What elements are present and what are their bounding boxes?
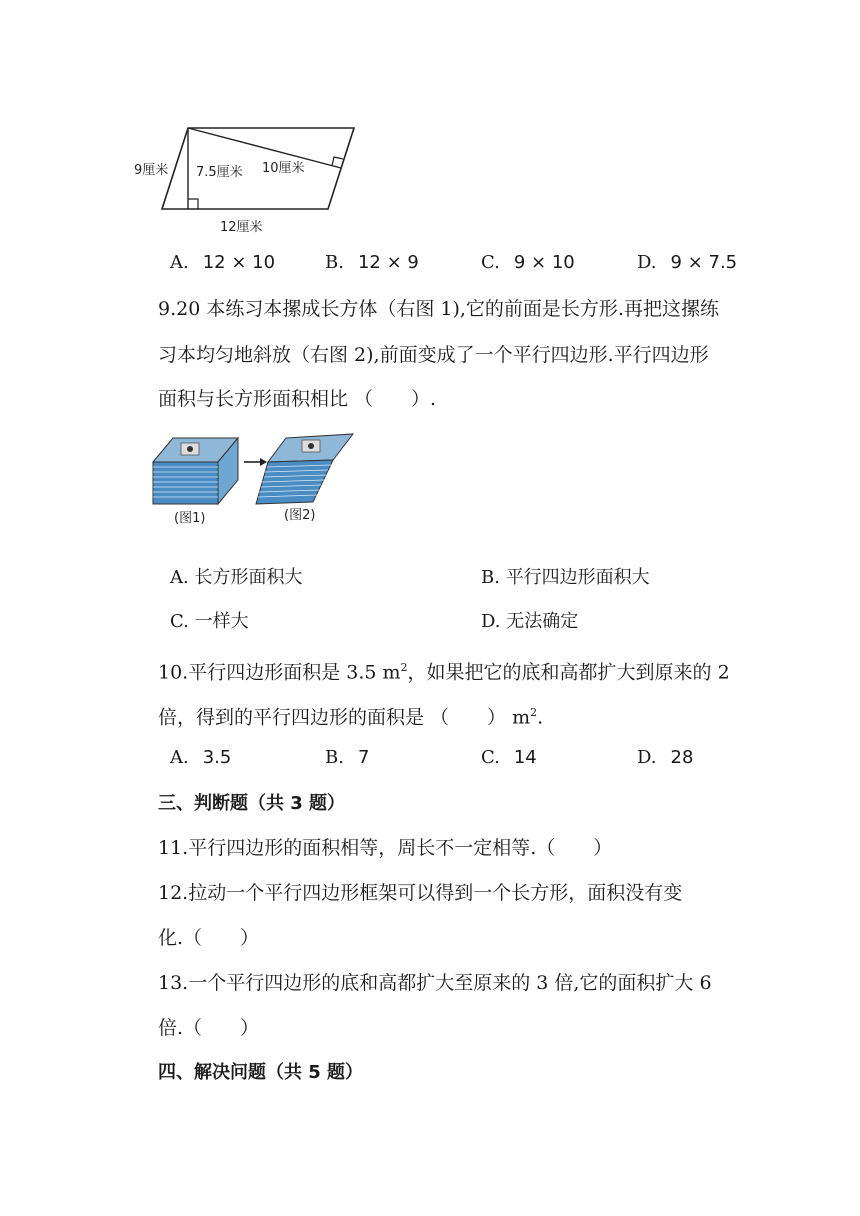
q10-text-c: 倍，得到的平行四边形的面积是 （ ） m [158, 706, 531, 729]
option-value: 12 × 9 [357, 252, 419, 273]
q10-superscript: 2 [400, 661, 408, 674]
q10-option-a[interactable] [170, 744, 231, 772]
height-label: 7.5厘米 [196, 165, 243, 180]
q10-line-2 [158, 699, 543, 731]
option-value: 28 [670, 747, 694, 768]
option-letter: D. [481, 611, 501, 632]
diag-height-label: 10厘米 [262, 161, 305, 176]
option-letter: D. [637, 252, 657, 273]
option-letter: C. [481, 747, 500, 768]
option-letter: A. [170, 252, 189, 273]
q9-option-a[interactable] [170, 564, 302, 592]
side-label: 9厘米 [134, 163, 169, 178]
q10-superscript-2: 2 [530, 706, 538, 719]
option-text: 长方形面积大 [194, 567, 303, 588]
q10-text-d: . [537, 706, 544, 729]
section-4-heading: 四、解决问题（共 5 题） [158, 1062, 364, 1083]
q8-option-b[interactable] [325, 249, 419, 277]
q12-line-2: 化.（ ） [158, 927, 260, 949]
option-value: 9 × 7.5 [670, 252, 738, 273]
section-3-heading: 三、判断题（共 3 题） [158, 793, 346, 814]
q11-line: 11.平行四边形的面积相等，周长不一定相等.（ ） [158, 837, 613, 859]
q8-option-c[interactable] [481, 249, 575, 277]
q9-option-b[interactable] [481, 564, 650, 592]
q10-text-b: ，如果把它的底和高都扩大到原来的 2 [407, 661, 730, 684]
option-letter: A. [170, 747, 189, 768]
option-value: 7 [357, 747, 370, 768]
fig1-label: (图1) [174, 511, 206, 526]
q10-text-a: 10.平行四边形面积是 3.5 m [158, 661, 401, 684]
q9-line-2: 习本均匀地斜放（右图 2),前面变成了一个平行四边形.平行四边形 [158, 344, 709, 366]
base-label: 12厘米 [220, 220, 263, 235]
q10-option-b[interactable] [325, 744, 369, 772]
q9-option-d[interactable] [481, 608, 578, 636]
option-letter: D. [637, 747, 657, 768]
option-value: 9 × 10 [513, 252, 575, 273]
q13-line-1: 13.一个平行四边形的底和高都扩大至原来的 3 倍,它的面积扩大 6 [158, 972, 712, 994]
q10-line-1 [158, 654, 730, 686]
q9-notebook-figure [148, 430, 363, 530]
option-value: 3.5 [202, 747, 232, 768]
q12-line-1: 12.拉动一个平行四边形框架可以得到一个长方形，面积没有变 [158, 882, 683, 904]
q10-option-d[interactable] [637, 744, 693, 772]
q8-parallelogram-figure [130, 120, 370, 240]
q8-option-d[interactable] [637, 249, 737, 277]
option-text: 一样大 [194, 611, 249, 632]
q8-option-a[interactable] [170, 249, 275, 277]
fig2-label: (图2) [284, 508, 316, 523]
option-letter: C. [170, 611, 189, 632]
option-text: 无法确定 [506, 611, 579, 632]
q9-line-3: 面积与长方形面积相比 （ ）. [158, 388, 437, 410]
option-value: 14 [513, 747, 537, 768]
option-letter: B. [481, 567, 500, 588]
q9-option-c[interactable] [170, 608, 249, 636]
option-letter: B. [325, 252, 344, 273]
option-text: 平行四边形面积大 [505, 567, 650, 588]
option-letter: A. [170, 567, 189, 588]
option-value: 12 × 10 [202, 252, 276, 273]
q9-line-1: 9.20 本练习本摞成长方体（右图 1),它的前面是长方形.再把这摞练 [158, 298, 719, 320]
q13-line-2: 倍.（ ） [158, 1017, 260, 1039]
option-letter: C. [481, 252, 500, 273]
option-letter: B. [325, 747, 344, 768]
q10-option-c[interactable] [481, 744, 537, 772]
